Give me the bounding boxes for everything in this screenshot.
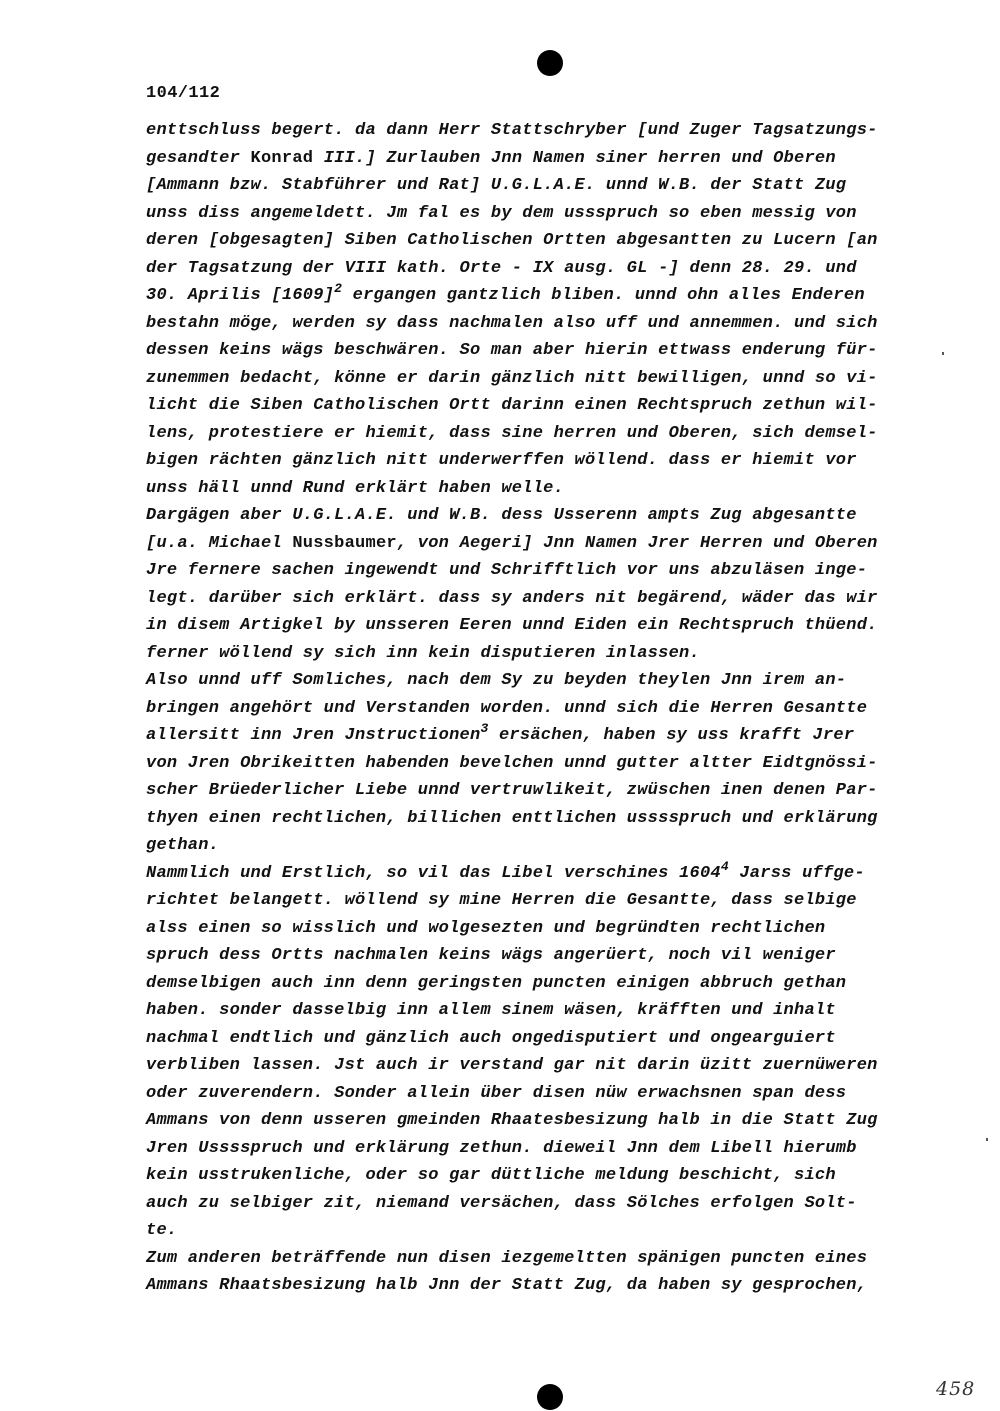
text-segment: [Ammann bzw. Stabführer und Rat] U.G.L.A.E. unnd W.B. der Statt Zug (146, 176, 847, 195)
text-line (146, 117, 916, 145)
text-segment: unss diss angemeldett. Jm fal es by dem ussspruch so eben messig von (146, 203, 857, 223)
text-segment: licht die Siben Catholischen Ortt darinn einen Rechtspruch zethun wil- (146, 396, 878, 415)
text-line (146, 282, 916, 310)
text-line (146, 1052, 916, 1080)
text-segment: alss einen so wisslich und wolgesezten und begründten rechtlichen (146, 918, 826, 938)
text-segment: enttschluss begert. da dann Herr Stattschryber [und Zuger Tagsatzungs- (146, 121, 878, 140)
text-segment: nachmal endtlich und gänzlich auch ongedisputiert und ongearguiert (146, 1028, 836, 1048)
punch-hole-bottom (537, 1384, 563, 1410)
text-line (146, 227, 916, 255)
text-segment: lens, protestiere er hiemit, dass sine herren und Oberen, sich demsel- (146, 423, 878, 443)
text-line (146, 1245, 916, 1273)
text-segment: gethan. (146, 836, 220, 855)
text-segment: legt. darüber sich erklärt. dass sy anders nit begärend, wäder das wir (146, 588, 878, 608)
text-segment: bigen rächten gänzlich nitt underwerffen wöllend. dass er hiemit vor (146, 451, 857, 470)
text-line (146, 722, 916, 750)
text-line (146, 557, 916, 585)
text-segment: te. (146, 1221, 178, 1240)
emphasized-name: Konrad (250, 148, 314, 168)
text-line (146, 997, 916, 1025)
text-segment: demselbigen auch inn denn geringsten puncten einigen abbruch gethan (146, 973, 847, 993)
text-segment: Zum anderen beträffende nun disen iezgemeltten spänigen puncten eines (146, 1248, 868, 1268)
text-segment: , von Aegeri] Jnn Namen Jrer Herren und Oberen (396, 533, 878, 553)
text-line (146, 530, 916, 558)
text-segment: unss häll unnd Rund erklärt haben welle. (146, 478, 565, 498)
footnote-marker: 3 (480, 721, 489, 736)
text-segment: bestahn möge, werden sy dass nachmalen also uff und annemmen. und sich (146, 313, 878, 333)
text-segment: kein usstrukenliche, oder so gar düttliche meldung beschicht, sich (146, 1166, 836, 1185)
text-segment: III.] Zurlauben Jnn Namen siner herren und Oberen (313, 148, 836, 168)
text-segment: zunemmen bedacht, könne er darin gänzlich nitt bewilligen, unnd so vi- (146, 368, 878, 388)
text-segment: ergangen gantzlich bliben. unnd ohn alles Enderen (342, 286, 865, 305)
text-line (146, 255, 916, 283)
text-segment: spruch dess Ortts nachmalen keins wägs angerüert, noch vil weniger (146, 946, 836, 965)
handwritten-folio-number: 458 (936, 1378, 976, 1400)
text-line (146, 1107, 916, 1135)
text-segment: ferner wöllend sy sich inn kein disputieren inlassen. (146, 643, 700, 663)
text-segment: Jre fernere sachen ingewendt und Schrifftlich vor uns abzuläsen inge- (146, 561, 868, 580)
text-line (146, 860, 916, 888)
text-line (146, 777, 916, 805)
text-line (146, 640, 916, 668)
text-segment: auch zu selbiger zit, niemand versächen, dass Sölches erfolgen Solt- (146, 1193, 857, 1213)
text-segment: haben. sonder dasselbig inn allem sinem wäsen, kräfften und inhalt (146, 1001, 836, 1020)
text-line (146, 942, 916, 970)
text-segment: dessen keins wägs beschwären. So man aber hierin ettwass enderung für- (146, 341, 878, 360)
text-line (146, 695, 916, 723)
text-line (146, 585, 916, 613)
text-segment: Dargägen aber U.G.L.A.E. und W.B. dess Usserenn ampts Zug abgesantte (146, 506, 857, 525)
text-line (146, 1135, 916, 1163)
text-line (146, 392, 916, 420)
text-line (146, 1272, 916, 1300)
text-segment: gesandter (146, 148, 251, 168)
footnote-marker: 4 (720, 858, 729, 874)
text-line (146, 970, 916, 998)
text-segment: Jren Usssspruch und erklärung zethun. dieweil Jnn dem Libell hierumb (146, 1138, 857, 1158)
text-line (146, 310, 916, 338)
page-reference: 104/112 (146, 84, 221, 103)
text-segment: Nammlich und Erstlich, so vil das Libel verschines 1604 (146, 863, 721, 883)
text-line (146, 172, 916, 200)
text-line (146, 915, 916, 943)
transcription-body (146, 117, 916, 1300)
text-line (146, 1190, 916, 1218)
text-line (146, 447, 916, 475)
text-line (146, 612, 916, 640)
text-line (146, 365, 916, 393)
text-segment: in disem Artigkel by unsseren Eeren unnd Eiden ein Rechtspruch thüend. (146, 616, 878, 635)
text-segment: Ammans von denn usseren gmeinden Rhaatesbesizung halb in die Statt Zug (146, 1111, 878, 1130)
text-line (146, 805, 916, 833)
text-segment: von Jren Obrikeitten habenden bevelchen unnd gutter altter Eidtgnössi- (146, 753, 878, 773)
text-segment: Jarss uffge- (728, 863, 865, 883)
text-segment: verbliben lassen. Jst auch ir verstand gar nit darin üzitt zuernüweren (146, 1056, 878, 1075)
text-segment: [u.a. Michael (146, 533, 293, 553)
text-line (146, 200, 916, 228)
scan-speck (942, 352, 944, 355)
text-line (146, 145, 916, 173)
text-line (146, 667, 916, 695)
text-line (146, 1162, 916, 1190)
text-segment: thyen einen rechtlichen, billichen enttlichen usssspruch und erklärung (146, 808, 878, 828)
text-segment: deren [obgesagten] Siben Catholischen Ortten abgesantten zu Lucern [an (146, 231, 878, 250)
emphasized-name: Nussbaumer (292, 533, 397, 553)
text-segment: der Tagsatzung der VIII kath. Orte - IX ausg. GL -] denn 28. 29. und (146, 258, 857, 278)
text-line (146, 337, 916, 365)
text-line (146, 887, 916, 915)
text-line (146, 475, 916, 503)
text-line (146, 1217, 916, 1245)
punch-hole-top (537, 50, 563, 76)
footnote-marker: 2 (334, 281, 343, 296)
text-line (146, 420, 916, 448)
text-segment: Also unnd uff Somliches, nach dem Sy zu beyden theylen Jnn irem an- (146, 671, 847, 690)
text-line (146, 832, 916, 860)
text-segment: scher Brüederlicher Liebe unnd vertruwlikeit, zwüschen inen denen Par- (146, 781, 878, 800)
text-segment: allersitt inn Jren Jnstructionen (146, 726, 481, 745)
text-segment: Ammans Rhaatsbesizung halb Jnn der Statt Zug, da haben sy gesprochen, (146, 1276, 868, 1295)
text-line (146, 750, 916, 778)
text-segment: oder zuverendern. Sonder allein über disen nüw erwachsnen span dess (146, 1083, 847, 1103)
text-line (146, 1025, 916, 1053)
scan-speck (986, 1138, 988, 1141)
text-segment: 30. Aprilis [1609] (146, 286, 335, 305)
text-line (146, 502, 916, 530)
text-segment: ersächen, haben sy uss krafft Jrer (488, 726, 855, 745)
text-segment: richtet belangett. wöllend sy mine Herren die Gesantte, dass selbige (146, 891, 857, 910)
text-line (146, 1080, 916, 1108)
text-segment: bringen angehört und Verstanden worden. unnd sich die Herren Gesantte (146, 698, 868, 718)
